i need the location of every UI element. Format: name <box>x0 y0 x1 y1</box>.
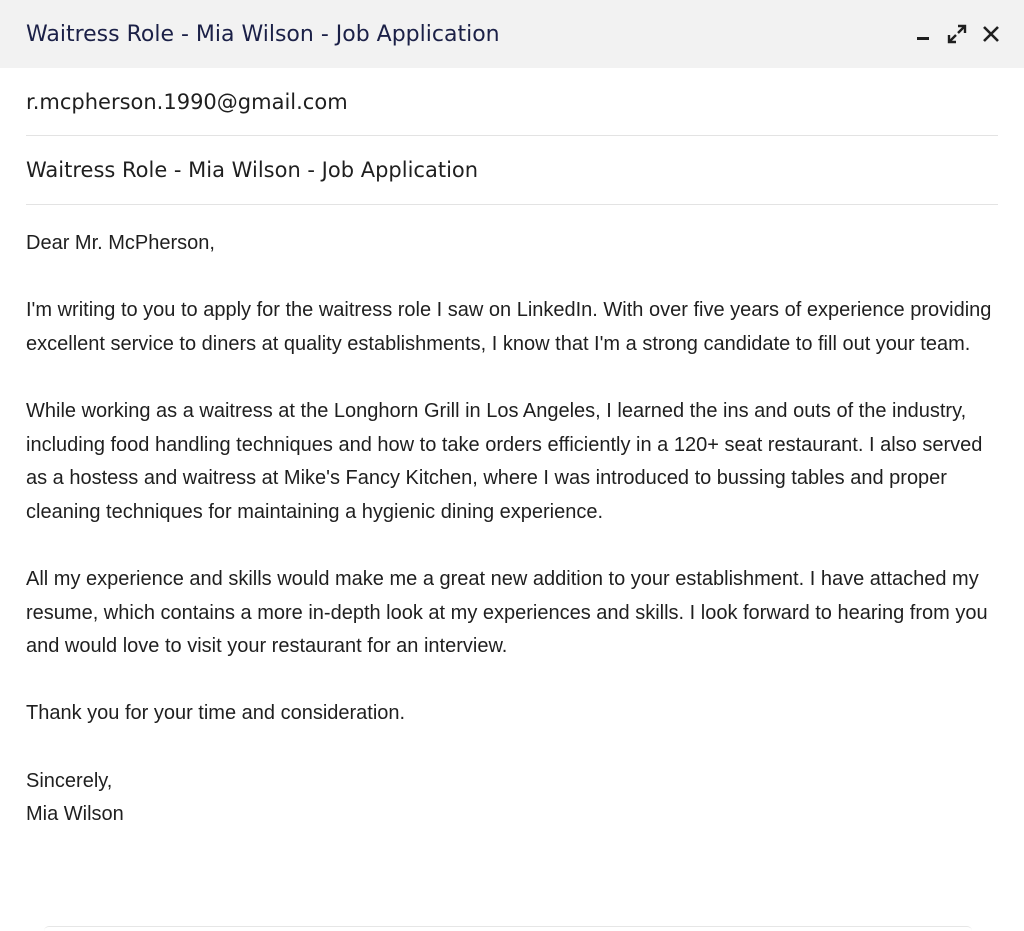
thanks-line: Thank you for your time and consideration. <box>26 702 406 725</box>
toolbar-edge <box>44 926 972 931</box>
to-field[interactable] <box>26 68 998 136</box>
close-icon <box>982 25 1000 43</box>
body-paragraph-3: All my experience and skills would make me a great new addition to your establishment. I have attached my resume, which contains a more in-depth look at my experiences and skills. I look forward to hearing from you and would love to visit your restaurant for an interview. <box>26 567 988 658</box>
minimize-icon <box>915 26 931 42</box>
window-title: Waitress Role - Mia Wilson - Job Application <box>26 21 500 47</box>
minimize-button[interactable] <box>912 23 934 45</box>
close-button[interactable] <box>980 23 1002 45</box>
greeting: Dear Mr. McPherson, <box>26 232 215 254</box>
recipient-address: r.mcpherson.1990@gmail.com <box>26 89 348 114</box>
body-paragraph-1: I'm writing to you to apply for the waitress role I saw on LinkedIn. With over five years of experience providing excellent service to diners at quality establishments, I know that I'm a strong candidate to fill out your team. <box>26 299 992 355</box>
subject-text: Waitress Role - Mia Wilson - Job Application <box>26 158 479 182</box>
expand-button[interactable] <box>946 23 968 45</box>
window-controls <box>912 23 1002 45</box>
subject-field[interactable] <box>26 136 998 205</box>
compose-titlebar[interactable] <box>0 0 1024 68</box>
signature: Mia Wilson <box>26 803 124 826</box>
body-paragraph-2: While working as a waitress at the Longhorn Grill in Los Angeles, I learned the ins and outs of the industry, including food handling techniques and how to take orders efficiently in a 120+ seat restaurant. I also served as a hostess and waitress at Mike's Fancy Kitchen, where I was introduced to bussing tables and proper cleaning techniques for maintaining a hygienic dining experience. <box>26 399 983 523</box>
closing-line: Sincerely, <box>26 769 113 792</box>
message-body[interactable] <box>0 205 1024 832</box>
expand-icon <box>947 24 967 44</box>
